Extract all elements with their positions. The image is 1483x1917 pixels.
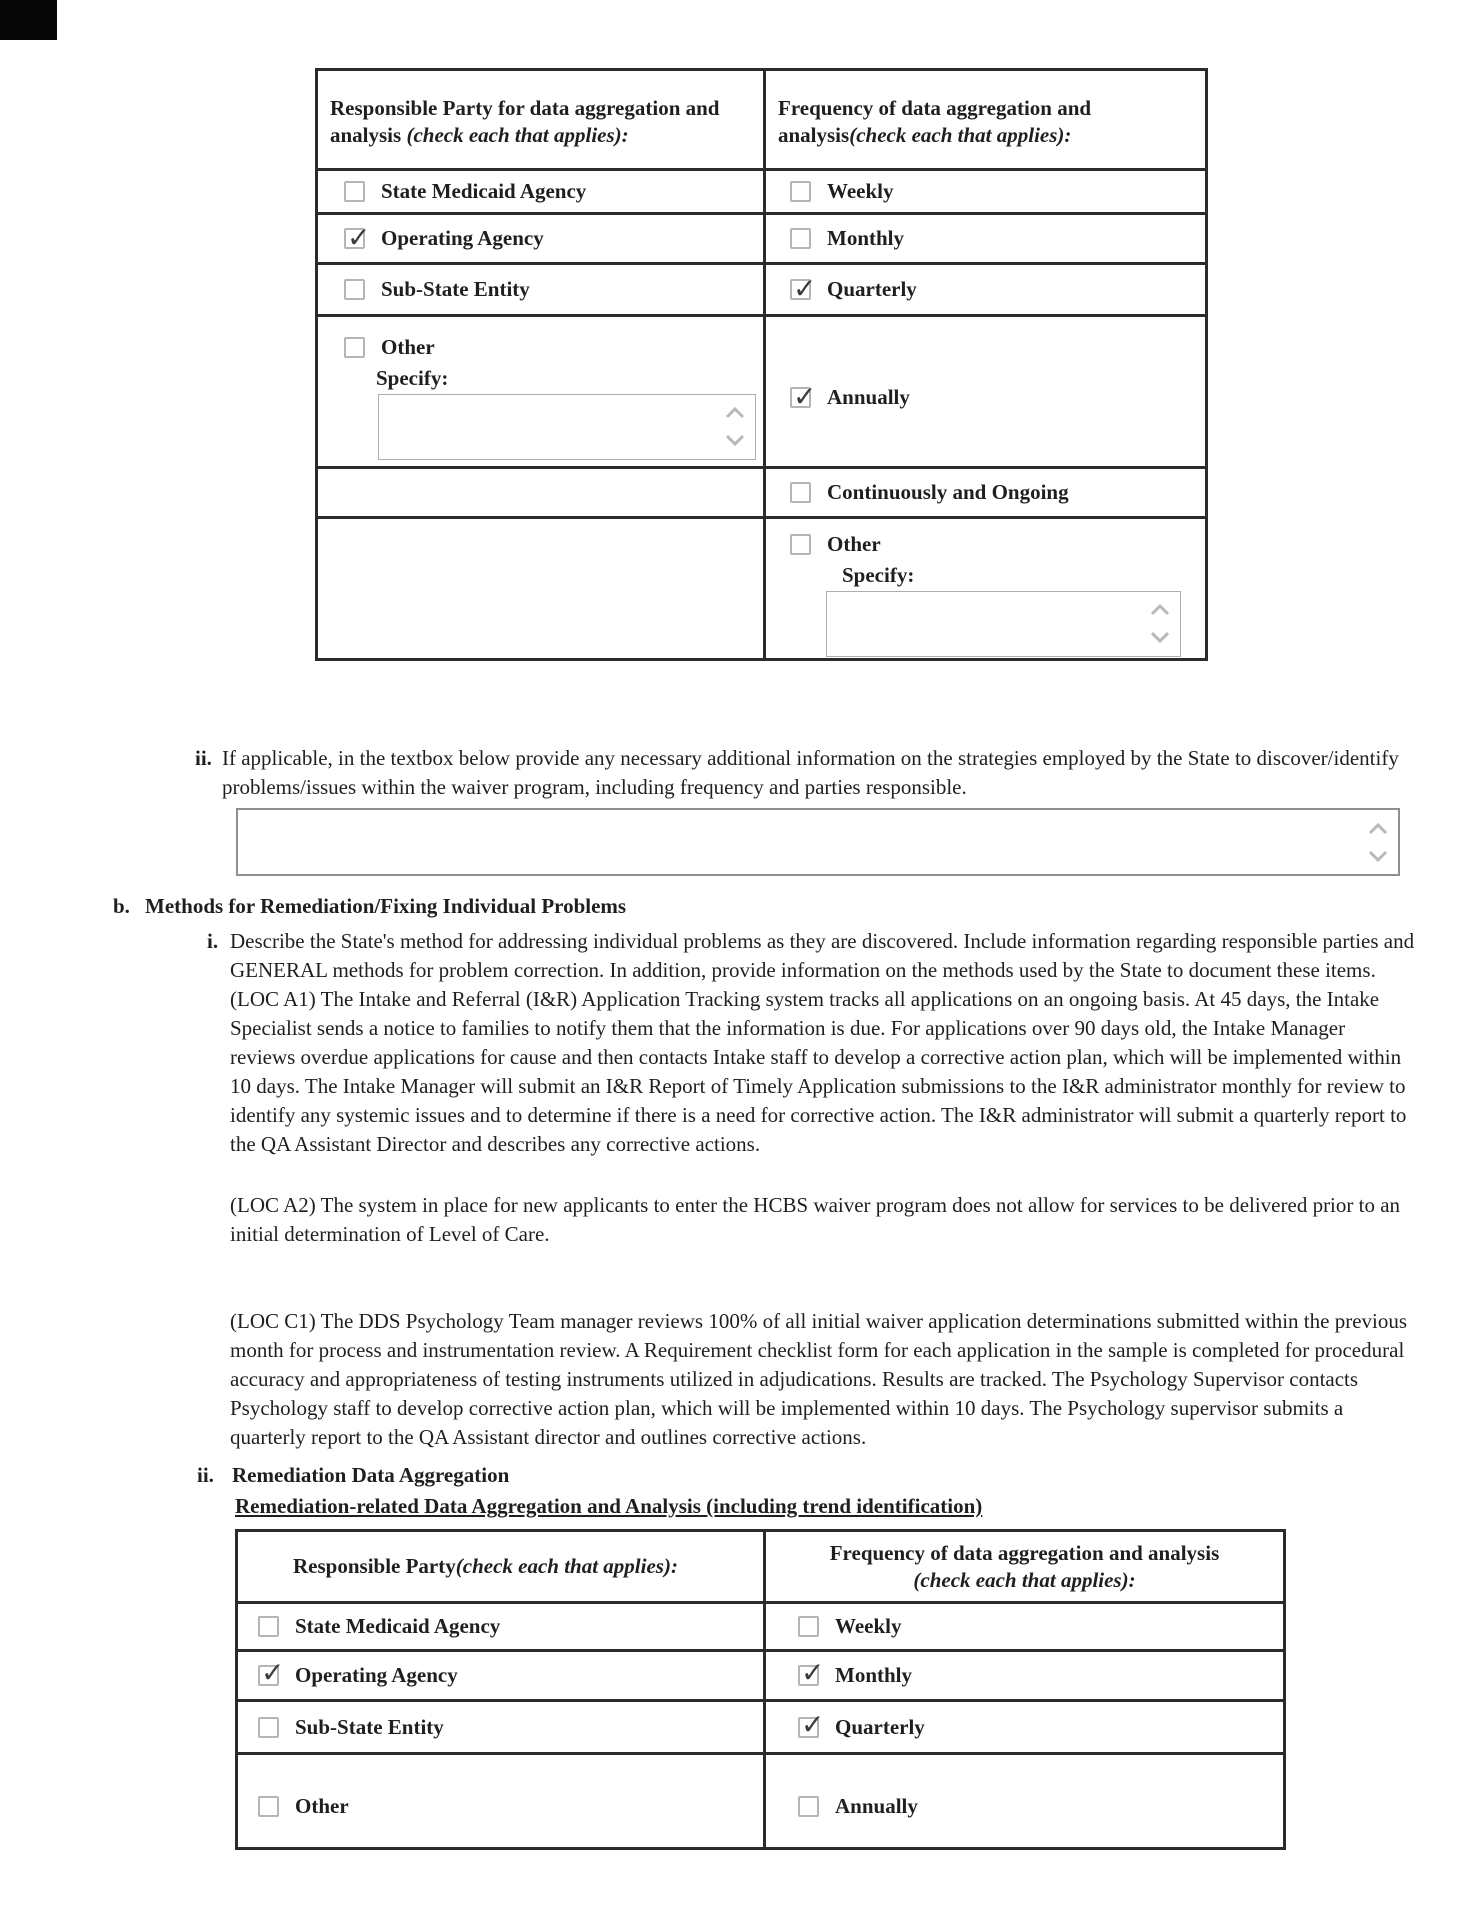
list-marker-i: i. [207,929,219,953]
list-marker-b: b. [113,894,130,918]
checkbox-operating-agency[interactable] [344,228,365,249]
table2-col2-header [765,1531,1285,1603]
section-ii-text: If applicable, in the textbox below provide any necessary additional information on the strategies employed by the State to discover/identify problems/issues within the waiver program, including frequency and parties responsible. [222,746,1399,799]
checkbox-other-party[interactable] [258,1796,279,1817]
section-ii-additional-info [195,744,1421,876]
checkbox-label: Other [381,334,435,359]
paragraph-loc-a2: (LOC A2) The system in place for new applicants to enter the HCBS waiver program does not allow for services to be delivered prior to an initial determination of Level of Care. [230,1193,1401,1246]
table1-row-1 [317,170,1207,214]
specify-label: Specify: [376,365,449,390]
checkbox-label: Operating Agency [381,226,544,250]
table2-col1-header [237,1531,765,1603]
additional-information-textbox[interactable] [236,808,1400,876]
table1-row-6 [317,518,1207,660]
scrollbar-arrows [1149,592,1171,656]
scan-corner-artifact [0,0,57,40]
checkbox-sub-state-entity[interactable] [344,279,365,300]
table2-row-2 [237,1651,1285,1701]
table1-header-row [317,70,1207,170]
section-b-item-i [207,927,1417,1452]
section-b-remediation [113,891,1423,1850]
checkbox-other-party[interactable] [344,337,365,358]
table1-col1-header [317,70,765,170]
checkbox-label: Sub-State Entity [381,277,530,301]
col1-header-text: Responsible Party [293,1554,456,1578]
checkbox-weekly[interactable] [790,181,811,202]
scroll-up-icon[interactable] [1149,603,1171,616]
checkbox-label: Quarterly [835,1714,925,1739]
checkbox-label: Other [295,1794,349,1818]
checkbox-label: Weekly [835,1614,902,1638]
checkbox-label: Monthly [835,1663,913,1687]
remediation-table-subtitle: Remediation-related Data Aggregation and Analysis (including trend identification) [235,1494,983,1518]
table2-header-row [237,1531,1285,1603]
table1-row-3 [317,264,1207,316]
table1-col2-header [765,70,1207,170]
section-b-heading [113,891,1423,921]
scroll-up-icon[interactable] [724,406,746,419]
col1-header-italic: (check each that applies): [406,122,629,147]
col2-header-text: Frequency of data aggregation and analysis [829,1540,1220,1565]
col2-header-italic: (check each that applies): [849,122,1072,147]
checkbox-label: Other [827,531,881,556]
other-frequency-specify-textbox[interactable] [826,591,1181,657]
checkbox-label: Sub-State Entity [295,1714,444,1739]
checkbox-label: Quarterly [827,277,917,301]
checkbox-annually[interactable] [798,1796,819,1817]
col2-header-italic: (check each that applies): [913,1567,1136,1592]
table2-row-4 [237,1754,1285,1849]
table1-row-4 [317,316,1207,468]
other-party-specify-textbox[interactable] [378,394,756,460]
remediation-data-aggregation-title: Remediation Data Aggregation [232,1463,510,1487]
scroll-down-icon[interactable] [724,434,746,447]
table2-row-1 [237,1603,1285,1651]
scroll-down-icon[interactable] [1367,850,1389,863]
col1-header-italic: (check each that applies): [455,1554,678,1578]
checkbox-label: State Medicaid Agency [295,1614,501,1638]
table1-row-5 [317,468,1207,518]
checkbox-monthly[interactable] [790,228,811,249]
list-marker-ii: ii. [195,746,212,770]
checkbox-label: Monthly [827,226,905,250]
checkbox-sub-state-entity[interactable] [258,1717,279,1738]
checkbox-label: Operating Agency [295,1663,458,1687]
checkbox-annually[interactable] [790,387,811,408]
checkbox-state-medicaid-agency[interactable] [344,181,365,202]
scroll-down-icon[interactable] [1149,631,1171,644]
checkbox-state-medicaid-agency[interactable] [258,1616,279,1637]
checkbox-other-frequency[interactable] [790,534,811,555]
section-b-item-ii [197,1461,1423,1490]
table1-row-2 [317,214,1207,264]
checkbox-operating-agency[interactable] [258,1665,279,1686]
checkbox-label: Weekly [827,179,894,203]
checkbox-weekly[interactable] [798,1616,819,1637]
checkbox-label: Annually [835,1794,918,1818]
checkbox-label: State Medicaid Agency [381,179,587,203]
empty-cell [317,468,765,518]
checkbox-quarterly[interactable] [790,279,811,300]
discovery-data-aggregation-table [315,68,1208,661]
checkbox-label: Annually [827,384,910,409]
col2-header-text: Frequency of data aggregation and analysis [778,95,1092,147]
specify-label: Specify: [842,562,915,587]
remediation-data-aggregation-table [235,1529,1286,1850]
col1-header-text: Responsible Party for data aggregation and analysis [330,95,720,147]
table2-row-3 [237,1701,1285,1754]
item-i-intro: Describe the State's method for addressing individual problems as they are discovered. Include information regarding responsible parties and GENERAL methods for problem correction. In addition, provide information on the methods used by the State to document these items. [230,929,1415,982]
scrollbar-arrows [1367,810,1389,874]
paragraph-loc-c1: (LOC C1) The DDS Psychology Team manager reviews 100% of all initial waiver application determinations submitted within the previous month for process and instrumentation review. A Requirement checklist form for each application in the sample is completed for procedural accuracy and appropriateness of testing instruments utilized in adjudications. Results are tracked. The Psychology Supervisor contacts Psychology staff to develop corrective action plan, which will be implemented within 10 days. The Psychology supervisor submits a quarterly report to the QA Assistant director and outlines corrective actions. [230,1309,1408,1449]
checkbox-label: Continuously and Ongoing [827,480,1069,504]
list-marker-ii: ii. [197,1463,214,1487]
empty-cell [317,518,765,660]
checkbox-quarterly[interactable] [798,1717,819,1738]
paragraph-loc-a1: (LOC A1) The Intake and Referral (I&R) Application Tracking system tracks all applications on an ongoing basis. At 45 days, the Intake Specialist sends a notice to families to notify them that the information is due. For applications over 90 days old, the Intake Manager reviews overdue applications for cause and then contacts Intake staff to develop a corrective action plan, which will be implemented within 10 days. The Intake Manager will submit an I&R Report of Timely Application submissions to the I&R administrator monthly for review to identify any systemic issues and to determine if there is a need for corrective action. The I&R administrator will submit a quarterly report to the QA Assistant Director and describes any corrective actions. [230,987,1407,1156]
scrollbar-arrows [724,395,746,459]
section-b-title: Methods for Remediation/Fixing Individual Problems [145,894,627,918]
scroll-up-icon[interactable] [1367,822,1389,835]
checkbox-continuously-ongoing[interactable] [790,482,811,503]
checkbox-monthly[interactable] [798,1665,819,1686]
